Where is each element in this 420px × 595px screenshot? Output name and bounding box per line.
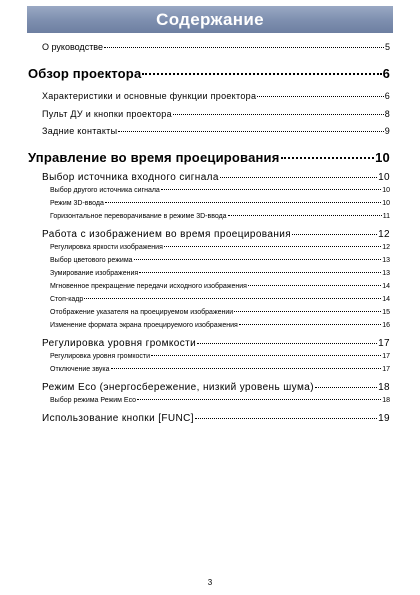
dot-leader xyxy=(195,418,377,419)
dot-leader xyxy=(118,131,383,132)
toc-entry-label: Обзор проектора xyxy=(28,66,142,81)
toc-entry-label: Регулировка яркости изображения xyxy=(50,244,163,251)
dot-leader xyxy=(84,298,381,299)
toc-entry-label: Изменение формата экрана проецируемого изображения xyxy=(50,322,238,329)
toc-entry-page: 10 xyxy=(375,150,390,165)
toc-entry-page: 19 xyxy=(378,413,390,424)
toc-entry-eco-mode[interactable] xyxy=(50,397,390,404)
toc-entry-page: 14 xyxy=(382,296,390,303)
dot-leader xyxy=(248,285,381,286)
toc-entry-label: Выбор режима Режим Eco xyxy=(50,397,136,404)
dot-leader xyxy=(105,202,381,203)
toc-entry-page: 16 xyxy=(382,322,390,329)
toc-entry-label: Режим Eco (энергосбережение, низкий уровень шума) xyxy=(42,382,314,393)
toc-entry-label: Задние контакты xyxy=(42,126,118,136)
toc-entry-label: Режим 3D-ввода xyxy=(50,200,104,207)
toc-entry-page: 6 xyxy=(382,66,390,81)
toc-entry-freeze[interactable] xyxy=(50,296,390,303)
toc-entry-features[interactable] xyxy=(42,91,390,101)
toc-entry-label: Отключение звука xyxy=(50,366,110,373)
toc-entry-pointer[interactable] xyxy=(50,309,390,316)
toc-entry-label: Выбор цветового режима xyxy=(50,257,133,264)
toc-entry-label: Регулировка уровня громкости xyxy=(42,338,197,349)
toc-entry-label: Использование кнопки [FUNC] xyxy=(42,413,194,424)
toc-entry-label: Регулировка уровня громкости xyxy=(50,353,151,360)
toc-entry-label: Характеристики и основные функции проектора xyxy=(42,91,257,101)
toc-entry-label: Пульт ДУ и кнопки проектора xyxy=(42,109,172,119)
toc-entry-remote-and-buttons[interactable] xyxy=(42,109,390,119)
toc-entry-volume-adjust[interactable] xyxy=(50,353,390,360)
toc-entry-page: 8 xyxy=(384,109,390,119)
dot-leader xyxy=(164,246,381,247)
toc-entry-label: Стоп-кадр xyxy=(50,296,84,303)
page-title: Содержание xyxy=(156,9,264,29)
toc-entry-page: 10 xyxy=(378,172,390,183)
toc-section-projection-control[interactable] xyxy=(28,150,390,165)
toc-entry-label: Зумирование изображения xyxy=(50,270,139,277)
toc-entry-input-source[interactable] xyxy=(42,172,390,183)
dot-leader xyxy=(281,157,375,159)
toc-entry-page: 18 xyxy=(382,397,390,404)
toc-entry-label: О руководстве xyxy=(42,42,103,52)
toc-entry-mute[interactable] xyxy=(50,366,390,373)
toc-entry-label: Горизонтальное переворачивание в режиме 3D-ввода xyxy=(50,213,227,220)
toc-entry-label: Мгновенное прекращение передачи исходного изображения xyxy=(50,283,247,290)
toc-entry-func-button[interactable] xyxy=(42,413,390,424)
dot-leader xyxy=(228,215,382,216)
dot-leader xyxy=(220,177,377,178)
toc-entry-about-manual[interactable] xyxy=(42,42,390,52)
toc-entry-page: 13 xyxy=(382,270,390,277)
toc-entry-volume-section[interactable] xyxy=(42,338,390,349)
toc-entry-page: 14 xyxy=(382,283,390,290)
dot-leader xyxy=(239,324,381,325)
toc-entry-eco-section[interactable] xyxy=(42,382,390,393)
toc-entry-3d-flip[interactable] xyxy=(50,213,390,220)
toc-entry-aspect-ratio[interactable] xyxy=(50,322,390,329)
dot-leader xyxy=(292,234,377,235)
toc-entry-brightness[interactable] xyxy=(50,244,390,251)
toc-entry-page: 12 xyxy=(378,229,390,240)
toc-entry-page: 13 xyxy=(382,257,390,264)
toc-entry-page: 12 xyxy=(382,244,390,251)
dot-leader xyxy=(257,96,383,97)
toc-entry-page: 6 xyxy=(384,91,390,101)
toc-entry-page: 17 xyxy=(382,366,390,373)
toc-entry-page: 18 xyxy=(378,382,390,393)
dot-leader xyxy=(173,114,384,115)
dot-leader xyxy=(137,399,381,400)
dot-leader xyxy=(104,47,384,48)
toc-entry-label: Отображение указателя на проецируемом изображении xyxy=(50,309,234,316)
toc-entry-page: 5 xyxy=(384,42,390,52)
toc-entry-zoom[interactable] xyxy=(50,270,390,277)
toc-entry-label: Выбор источника входного сигнала xyxy=(42,172,219,183)
toc-entry-page: 17 xyxy=(382,353,390,360)
toc-entry-image-work[interactable] xyxy=(42,229,390,240)
toc-entry-label: Управление во время проецирования xyxy=(28,150,280,165)
toc-entry-page: 9 xyxy=(384,126,390,136)
dot-leader xyxy=(161,189,381,190)
dot-leader xyxy=(139,272,381,273)
dot-leader xyxy=(197,343,377,344)
toc-entry-page: 17 xyxy=(378,338,390,349)
toc-entry-3d-input[interactable] xyxy=(50,200,390,207)
dot-leader xyxy=(234,311,381,312)
dot-leader xyxy=(142,73,381,75)
toc-section-projector-overview[interactable] xyxy=(28,66,390,81)
toc-entry-page: 11 xyxy=(382,213,390,220)
page-number: 3 xyxy=(207,578,213,587)
toc-entry-page: 10 xyxy=(382,200,390,207)
dot-leader xyxy=(134,259,382,260)
toc-header-banner xyxy=(27,6,393,33)
toc-entry-rear-terminals[interactable] xyxy=(42,126,390,136)
dot-leader xyxy=(315,387,377,388)
toc-entry-color-mode[interactable] xyxy=(50,257,390,264)
toc-entry-label: Работа с изображением во время проецирования xyxy=(42,229,292,240)
toc-entry-blank-image[interactable] xyxy=(50,283,390,290)
dot-leader xyxy=(151,355,381,356)
dot-leader xyxy=(111,368,382,369)
toc-entry-other-source[interactable] xyxy=(50,187,390,194)
toc-entry-label: Выбор другого источника сигнала xyxy=(50,187,160,194)
toc-entry-page: 15 xyxy=(382,309,390,316)
toc-entry-page: 10 xyxy=(382,187,390,194)
